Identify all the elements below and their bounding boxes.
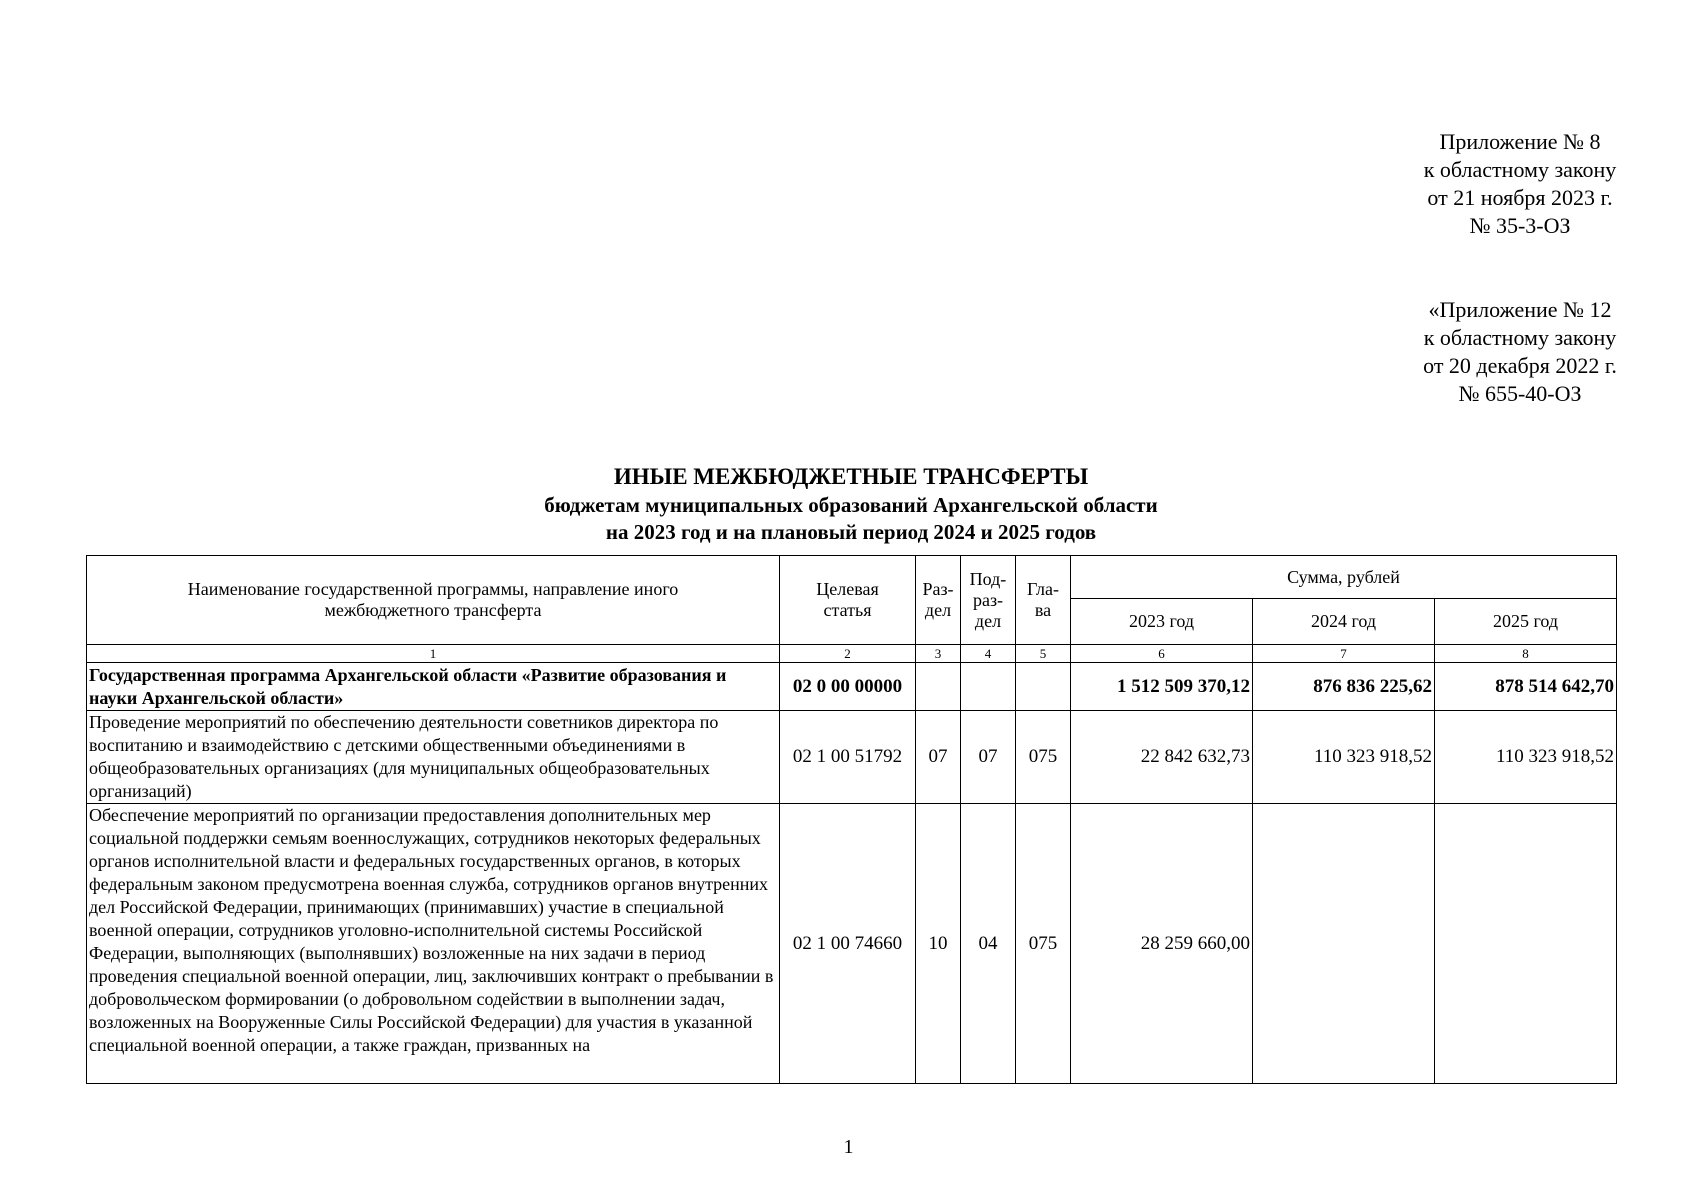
document-title — [86, 462, 1616, 546]
row-subsection — [961, 663, 1016, 711]
column-index-row — [87, 645, 1617, 663]
row-name: Проведение мероприятий по обеспечению деятельности советников директора по воспитанию и взаимодействию с детскими общественными объединениями в общеобразовательных организациях (для муниципальных общеобразовательных организаций) — [87, 711, 780, 804]
header-subsection: Под-раз-дел — [961, 556, 1016, 645]
row-chapter: 075 — [1016, 711, 1071, 804]
table-row — [87, 711, 1617, 804]
header-row-1 — [87, 556, 1617, 599]
row-name: Обеспечение мероприятий по организации предоставления дополнительных мер социальной поддержки семьям военнослужащих, сотрудников некоторых федеральных органов исполнительной власти и федеральных государственных органов, в которых федеральным законом предусмотрена военная служба, сотрудников органов внутренних дел Российской Федерации, принимающих (принимавших) участие в специальной военной операции, сотрудников уголовно-исполнительной системы Российской Федерации, выполняющих (выполнявших) возложенные на них задачи в период проведения специальной военной операции, лиц, заключивших контракт о пребывании в добровольческом формировании (о добровольном содействии в выполнении задач, возложенных на Вооруженные Силы Российской Федерации) для участия в указанной специальной военной операции, а также граждан, призванных на — [89, 805, 774, 1055]
appendix-8-line-1: Приложение № 8 — [1439, 129, 1601, 154]
row-name-cell — [87, 804, 780, 1084]
column-index: 2 — [780, 645, 916, 663]
header-2023: 2023 год — [1071, 599, 1253, 645]
title-line-2: бюджетам муниципальных образований Архангельской области — [544, 493, 1158, 517]
appendix-12-block — [1370, 296, 1670, 408]
header-section: Раз-дел — [916, 556, 961, 645]
column-index: 8 — [1435, 645, 1617, 663]
column-index: 4 — [961, 645, 1016, 663]
title-line-3: на 2023 год и на плановый период 2024 и 2025 годов — [605, 520, 1097, 544]
header-chapter: Гла-ва — [1016, 556, 1071, 645]
header-2025: 2025 год — [1435, 599, 1617, 645]
row-sum-2023: 22 842 632,73 — [1071, 711, 1253, 804]
row-sum-2025: 878 514 642,70 — [1435, 663, 1617, 711]
column-index: 7 — [1253, 645, 1435, 663]
row-sum-2024 — [1253, 804, 1435, 1084]
header-name: Наименование государственной программы, направление иного межбюджетного трансферта — [87, 556, 780, 645]
table-row — [87, 804, 1617, 1084]
row-sum-2025 — [1435, 804, 1617, 1084]
row-name: Государственная программа Архангельской области «Развитие образования и науки Архангельской области» — [87, 663, 780, 711]
appendix-8-block — [1370, 128, 1670, 240]
column-index: 1 — [87, 645, 780, 663]
table-row — [87, 663, 1617, 711]
appendix-12-line-1: «Приложение № 12 — [1428, 297, 1612, 322]
row-chapter — [1016, 663, 1071, 711]
appendix-12-line-3: от 20 декабря 2022 г. — [1423, 353, 1617, 378]
row-chapter: 075 — [1016, 804, 1071, 1084]
header-sum: Сумма, рублей — [1071, 556, 1617, 599]
transfers-table — [86, 555, 1617, 1084]
header-target: Целевая статья — [780, 556, 916, 645]
appendix-8-line-2: к областному закону — [1423, 157, 1617, 182]
column-index: 5 — [1016, 645, 1071, 663]
title-line-1: ИНЫЕ МЕЖБЮДЖЕТНЫЕ ТРАНСФЕРТЫ — [613, 464, 1089, 489]
column-index: 3 — [916, 645, 961, 663]
row-target: 02 0 00 00000 — [780, 663, 916, 711]
appendix-12-line-2: к областному закону — [1423, 325, 1617, 350]
row-section: 07 — [916, 711, 961, 804]
appendix-8-line-4: № 35-3-ОЗ — [1469, 213, 1571, 238]
row-target: 02 1 00 74660 — [780, 804, 916, 1084]
row-section: 10 — [916, 804, 961, 1084]
row-target: 02 1 00 51792 — [780, 711, 916, 804]
row-sum-2024: 110 323 918,52 — [1253, 711, 1435, 804]
row-subsection: 07 — [961, 711, 1016, 804]
row-sum-2023: 1 512 509 370,12 — [1071, 663, 1253, 711]
appendix-8-line-3: от 21 ноября 2023 г. — [1427, 185, 1613, 210]
row-sum-2024: 876 836 225,62 — [1253, 663, 1435, 711]
row-subsection: 04 — [961, 804, 1016, 1084]
header-2024: 2024 год — [1253, 599, 1435, 645]
row-sum-2023: 28 259 660,00 — [1071, 804, 1253, 1084]
page-number: 1 — [843, 1136, 854, 1158]
row-sum-2025: 110 323 918,52 — [1435, 711, 1617, 804]
appendix-12-line-4: № 655-40-ОЗ — [1458, 381, 1582, 406]
column-index: 6 — [1071, 645, 1253, 663]
row-section — [916, 663, 961, 711]
